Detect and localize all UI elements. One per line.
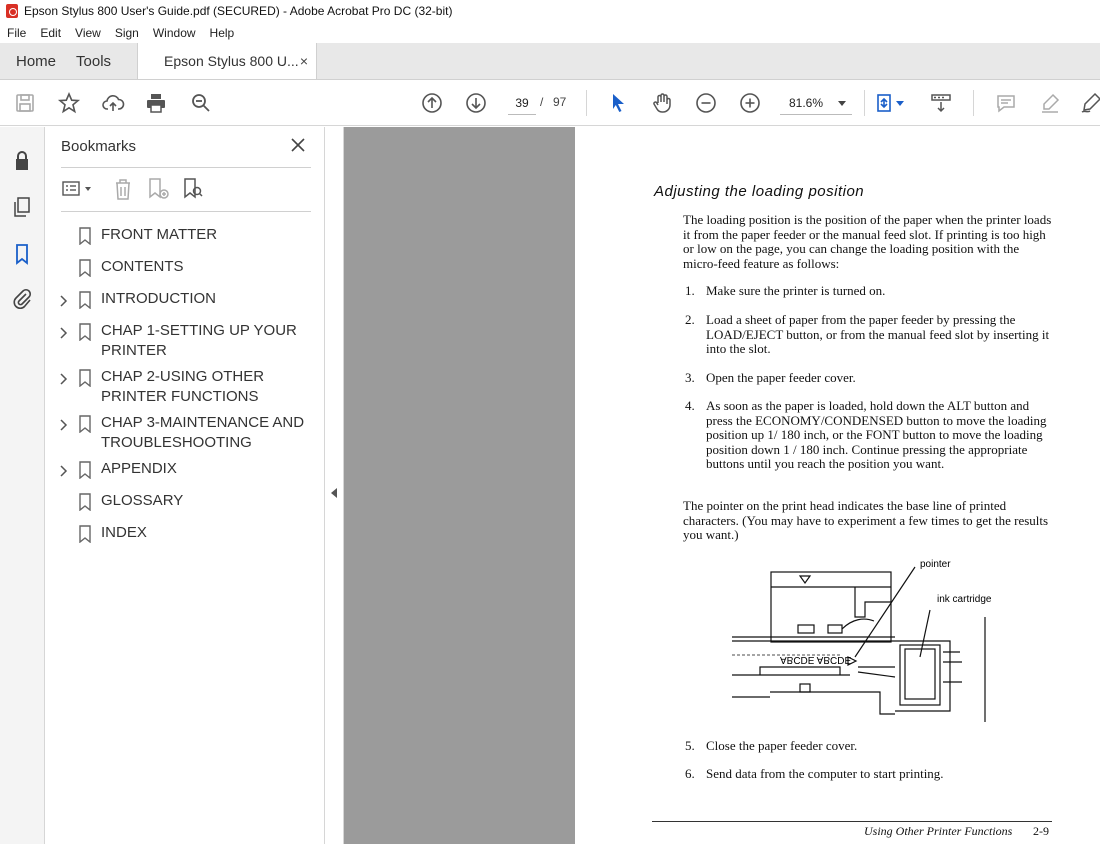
tab-bar <box>0 43 1100 80</box>
bookmark-icon <box>78 227 92 245</box>
toolbar-divider <box>864 90 865 116</box>
toolbar-divider <box>973 90 974 116</box>
step-number: 3. <box>685 370 695 385</box>
window-title: Epson Stylus 800 User's Guide.pdf (SECURED) - Adobe Acrobat Pro DC (32-bit) <box>24 4 453 18</box>
menu-view[interactable]: View <box>75 25 101 40</box>
menu-sign[interactable]: Sign <box>114 25 139 40</box>
menu-file[interactable]: File <box>7 25 27 40</box>
section-heading: Adjusting the loading position <box>654 183 865 200</box>
toolbar <box>0 80 1100 126</box>
footer-rule <box>652 821 1052 822</box>
bookmark-label: CHAP 2-USING OTHER PRINTER FUNCTIONS <box>101 368 265 405</box>
acrobat-pdf-icon <box>6 4 18 18</box>
step-number: 4. <box>685 398 695 413</box>
bookmark-icon <box>78 323 92 341</box>
step-text: Close the paper feeder cover. <box>706 738 858 753</box>
previous-page-icon[interactable] <box>419 90 445 116</box>
tab-document[interactable] <box>137 43 317 79</box>
bookmark-options-icon[interactable] <box>61 176 95 202</box>
fit-dropdown-icon[interactable] <box>894 90 906 116</box>
menu-window[interactable]: Window <box>152 25 196 40</box>
bookmark-label: CONTENTS <box>101 258 184 275</box>
page-number-input[interactable]: 39 <box>508 91 536 115</box>
cloud-upload-icon[interactable] <box>100 90 126 116</box>
bookmark-panel-icon[interactable] <box>10 242 34 266</box>
divider <box>61 167 311 168</box>
chevron-right-icon[interactable] <box>58 371 68 383</box>
bookmark-label: GLOSSARY <box>101 492 184 509</box>
chevron-right-icon[interactable] <box>58 417 68 429</box>
attachment-icon[interactable] <box>10 287 34 311</box>
footer-page-number: 2-9 <box>1033 824 1049 838</box>
collapse-left-icon[interactable] <box>331 488 337 498</box>
print-head-figure <box>730 557 1000 727</box>
find-zoom-icon[interactable] <box>188 90 214 116</box>
zoom-level-value: 81.6% <box>789 96 824 110</box>
bookmark-label: CHAP 1-SETTING UP YOUR PRINTER <box>101 322 297 359</box>
chevron-right-icon[interactable] <box>58 463 68 475</box>
next-page-icon[interactable] <box>463 90 489 116</box>
select-cursor-icon[interactable] <box>605 90 631 116</box>
label-pointer: pointer <box>920 559 951 570</box>
step-text: Send data from the computer to start printing. <box>706 766 944 781</box>
bookmarks-title: Bookmarks <box>61 138 137 155</box>
title-bar <box>0 0 1100 22</box>
bookmark-label: FRONT MATTER <box>101 226 218 243</box>
footer-chapter-title: Using Other Printer Functions <box>864 824 1013 838</box>
step-text: Open the paper feeder cover. <box>706 370 856 385</box>
close-icon[interactable] <box>288 135 308 155</box>
page-thumbnails-icon[interactable] <box>10 195 34 219</box>
tab-tools[interactable]: Tools <box>76 52 112 70</box>
bookmark-icon <box>78 369 92 387</box>
menu-help[interactable]: Help <box>209 25 235 40</box>
menu-edit[interactable]: Edit <box>40 25 62 40</box>
bookmarks-panel <box>45 127 325 844</box>
chevron-down-icon <box>838 101 846 106</box>
panel-collapse-handle[interactable] <box>325 127 344 844</box>
step-number: 2. <box>685 312 695 327</box>
bookmark-icon <box>78 259 92 277</box>
step-text: Load a sheet of paper from the paper feeder by pressing the LOAD/EJECT button, or from the manual feed slot by inserting it into the slot. <box>706 312 1050 356</box>
find-bookmark-icon[interactable] <box>180 176 206 202</box>
step-number: 5. <box>685 738 695 753</box>
draw-sign-icon[interactable] <box>1078 90 1100 116</box>
tab-document-label: Epson Stylus 800 U... <box>164 53 299 69</box>
delete-bookmark-icon[interactable] <box>111 176 135 202</box>
menu-bar <box>0 22 1100 43</box>
chevron-right-icon[interactable] <box>58 293 68 305</box>
print-icon[interactable] <box>143 90 169 116</box>
label-ink-cartridge: ink cartridge <box>937 594 992 605</box>
intro-paragraph: The loading position is the position of the paper when the printer loads it from the paper feeder or the manual feed slot. If printing is too high or low on the page, you can change the loading position with the micro-feed feature as follows: <box>683 212 1052 271</box>
hand-tool-icon[interactable] <box>649 90 675 116</box>
bookmark-icon <box>78 493 92 511</box>
document-workspace <box>344 127 575 844</box>
tab-home[interactable]: Home <box>16 52 57 70</box>
zoom-out-icon[interactable] <box>693 90 719 116</box>
step-number: 1. <box>685 283 695 298</box>
chevron-right-icon[interactable] <box>58 325 68 337</box>
save-icon[interactable] <box>12 90 38 116</box>
bookmark-icon <box>78 291 92 309</box>
lock-icon[interactable] <box>10 149 34 173</box>
page-total: 97 <box>553 95 567 109</box>
bookmark-icon <box>78 415 92 433</box>
comment-icon[interactable] <box>993 90 1019 116</box>
bookmark-icon <box>78 461 92 479</box>
scroll-mode-icon[interactable] <box>928 90 954 116</box>
bookmark-label: APPENDIX <box>101 460 177 477</box>
bookmark-label: INTRODUCTION <box>101 290 216 307</box>
mirrored-text: ABCDE ABCDE <box>780 654 852 665</box>
zoom-level-select[interactable] <box>780 91 852 115</box>
step-text: Make sure the printer is turned on. <box>706 283 886 298</box>
new-bookmark-icon[interactable] <box>145 176 171 202</box>
step-number: 6. <box>685 766 695 781</box>
navigation-rail <box>0 127 45 844</box>
divider <box>61 211 311 212</box>
bookmark-icon <box>78 525 92 543</box>
toolbar-divider <box>586 90 587 116</box>
star-icon[interactable] <box>56 90 82 116</box>
page-separator: / <box>540 95 544 109</box>
pointer-paragraph: The pointer on the print head indicates the base line of printed characters. (You may have to experiment a few times to get the results you want.) <box>683 498 1049 542</box>
bookmark-label: CHAP 3-MAINTENANCE AND TROUBLESHOOTING <box>101 414 305 451</box>
pdf-page <box>575 127 1100 844</box>
step-text: As soon as the paper is loaded, hold down the ALT button and press the ECONOMY/CONDENSED button to move the loading position up 1/ 180 inch, or the FONT button to move the loading position down 1 / 180 inch. Continue pressing the appropriate buttons until you reach the position you want. <box>706 398 1047 471</box>
bookmark-label: INDEX <box>101 524 147 541</box>
highlight-pen-icon[interactable] <box>1037 90 1063 116</box>
zoom-in-icon[interactable] <box>737 90 763 116</box>
close-tab-icon[interactable]: × <box>299 53 309 69</box>
